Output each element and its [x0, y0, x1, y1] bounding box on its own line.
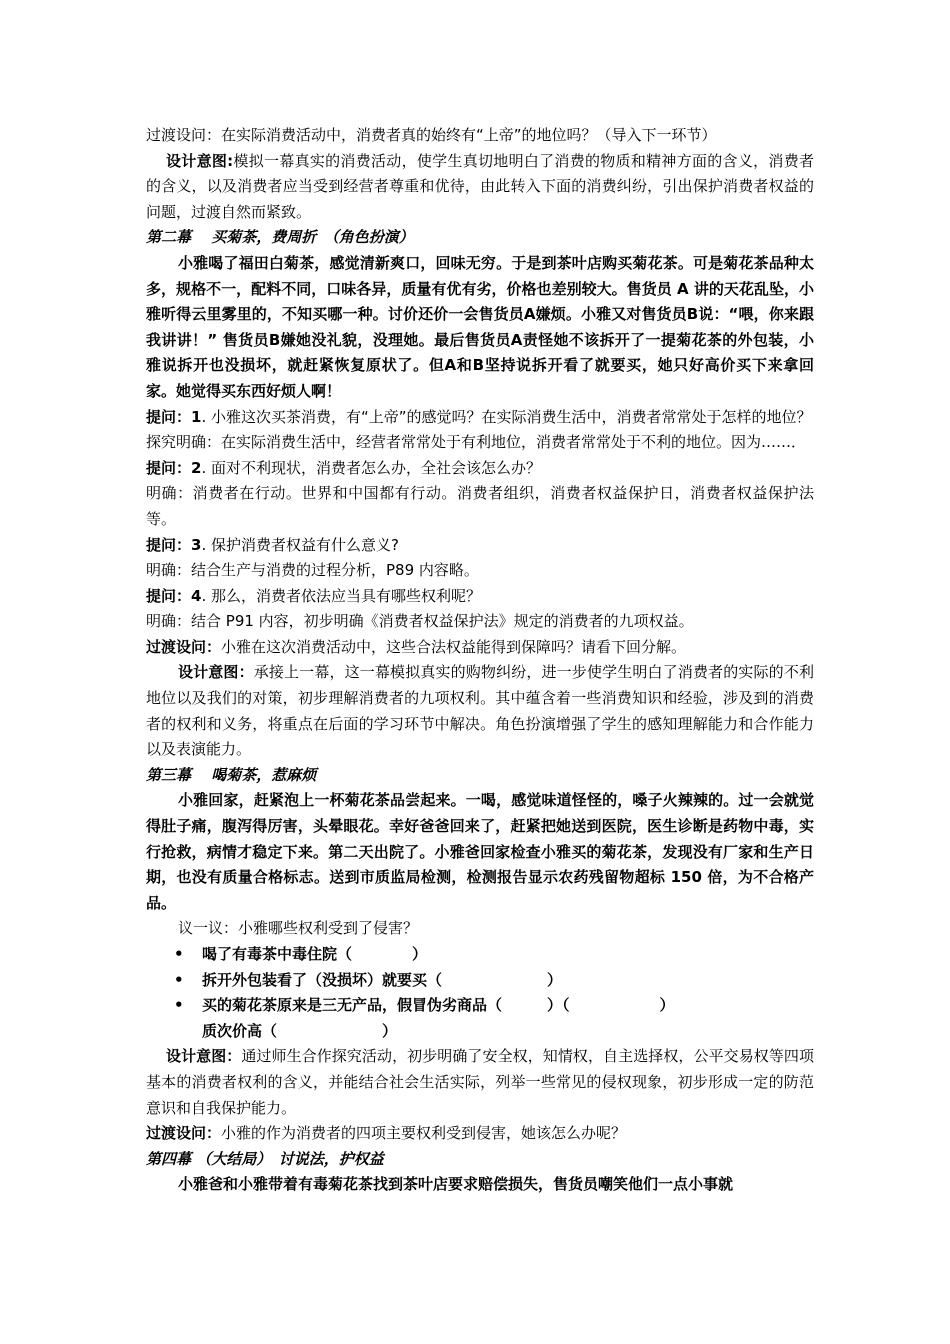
- answer-3: 明确：结合生产与消费的过程分析，P89 内容略。: [146, 561, 479, 580]
- question-label: 提问：4: [146, 586, 202, 605]
- rights-violation-list: [146, 942, 814, 1044]
- document-page: [146, 123, 814, 1198]
- act-4-story: 小雅爸和小雅带着有毒菊花茶找到茶叶店要求赔偿损失，售货员嘲笑他们一点小事就: [178, 1175, 734, 1194]
- act-3-heading: 第三幕 喝菊茶，惹麻烦: [146, 765, 317, 784]
- transition-text: 小雅的作为消费者的四项主要权利受到侵害，她该怎么办呢？: [221, 1124, 627, 1143]
- list-item-text: 拆开外包装看了（没损坏）就要买（ ）: [202, 970, 563, 989]
- question-1: [146, 405, 814, 431]
- answer-2: 明确：消费者在行动。世界和中国都有行动。消费者组织，消费者权益保护日，消费者权益保护法等。: [146, 484, 814, 528]
- transition-text: 小雅在这次消费活动中，这些合法权益能得到保障吗？请看下回分解。: [221, 637, 687, 656]
- design-intent-text: 模拟一幕真实的消费活动，使学生真切地明白了消费的物质和精神方面的含义，消费者的含义，以及消费者应当受到经营者尊重和优待，由此转入下面的消费纠纷，引出保护消费者权益的问题，过渡自然而紧致。: [146, 151, 814, 221]
- answer-1: 探究明确：在实际消费生活中，经营者常常处于有利地位，消费者常常处于不利的地位。因为……．: [146, 433, 807, 452]
- list-item-text: 买的菊花茶原来是三无产品，假冒伪劣商品（ ）（ ）: [202, 996, 675, 1015]
- question-label: 提问：1: [146, 407, 202, 426]
- question-4: [146, 584, 814, 610]
- question-label: 提问：2: [146, 458, 202, 477]
- design-intent-3: [146, 1044, 814, 1121]
- bullet-icon: •: [174, 945, 184, 963]
- transition-question-2: [146, 635, 814, 661]
- transition-label: 过渡设问：: [146, 637, 222, 656]
- bullet-icon: •: [174, 970, 184, 989]
- question-text: . 小雅这次买茶消费，有“上帝”的感觉吗？在实际消费生活中，消费者常常处于怎样的地位？: [201, 407, 812, 426]
- list-item-text: 喝了有毒茶中毒住院（ ）: [202, 945, 428, 963]
- discussion-prompt: 议一议：小雅哪些权利受到了侵害？: [178, 919, 419, 938]
- list-item: [146, 993, 814, 1044]
- bullet-icon: •: [174, 996, 184, 1015]
- transition-question-1: 过渡设问：在实际消费活动中，消费者真的始终有“上帝”的地位吗？（导入下一环节）: [146, 126, 717, 144]
- act-2-story: 小雅喝了福田白菊茶，感觉清新爽口，回味无穷。于是到茶叶店购买菊花茶。可是菊花茶品种太多，规格不一，配料不同，口味各异，质量有优有劣，价格也差别较大。售货员 A 讲的天花乱坠，小雅听得云里雾里的，不知买哪一种。讨价还价一会售货员A嫌烦。小雅又对售货员B说：“喂，你来跟我讲讲！” 售货员B嫌她没礼貌，没理她。最后售货员A责怪她不该拆开了一提菊花茶的外包装，小雅说拆开也没损坏，就赶紧恢复原状了。但A和B坚持说拆开看了就要买，她只好高价买下来拿回家。她觉得买东西好烦人啊！: [146, 253, 814, 400]
- question-text: . 保护消费者权益有什么意义?: [201, 535, 399, 554]
- transition-question-3: [146, 1121, 814, 1147]
- act-4-heading: 第四幕 （大结局） 讨说法，护权益: [146, 1149, 384, 1168]
- design-intent-1: [146, 149, 814, 226]
- act-3-story: 小雅回家，赶紧泡上一杯菊花茶品尝起来。一喝，感觉味道怪怪的，嗓子火辣辣的。过一会就觉得肚子痛，腹泻得厉害，头晕眼花。幸好爸爸回来了，赶紧把她送到医院，医生诊断是药物中毒，实行抢救，病情才稳定下来。第二天出院了。小雅爸回家检查小雅买的菊花茶，发现没有厂家和生产日期，也没有质量合格标志。送到市质监局检测，检测报告显示农药残留物超标 150 倍，为不合格产品。: [146, 791, 814, 912]
- question-3: [146, 533, 814, 559]
- design-intent-text: 通过师生合作探究活动，初步明确了安全权，知情权，自主选择权，公平交易权等四项基本的消费者权利的含义，并能结合社会生活实际，列举一些常见的侵权现象，初步形成一定的防范意识和自我保护能力。: [146, 1047, 814, 1117]
- design-intent-text: 承接上一幕，这一幕模拟真实的购物纠纷，进一步使学生明白了消费者的实际的不利地位以及我们的对策，初步理解消费者的九项权利。其中蕴含着一些消费知识和经验，涉及到的消费者的权利和义务，将重点在后面的学习环节中解决。角色扮演增强了学生的感知理解能力和合作能力以及表演能力。: [146, 663, 814, 759]
- question-text: . 面对不利现状，消费者怎么办，全社会该怎么办？: [201, 458, 541, 477]
- answer-4: 明确：结合 P91 内容，初步明确《消费者权益保护法》规定的消费者的九项权益。: [146, 612, 694, 631]
- list-item-continuation: 质次价高（ ）: [202, 1021, 398, 1040]
- design-intent-label: 设计意图：: [166, 1047, 242, 1066]
- design-intent-label: 设计意图：: [178, 663, 254, 682]
- question-label: 提问：3: [146, 535, 202, 554]
- list-item: [146, 968, 814, 994]
- list-item: [146, 942, 814, 968]
- design-intent-label: 设计意图:: [166, 151, 234, 170]
- transition-label: 过渡设问：: [146, 1124, 222, 1143]
- design-intent-2: [146, 660, 814, 762]
- question-text: . 那么，消费者依法应当具有哪些权利呢？: [201, 586, 481, 605]
- question-2: [146, 456, 814, 482]
- act-2-heading: 第二幕 买菊茶，费周折 （角色扮演）: [146, 228, 414, 247]
